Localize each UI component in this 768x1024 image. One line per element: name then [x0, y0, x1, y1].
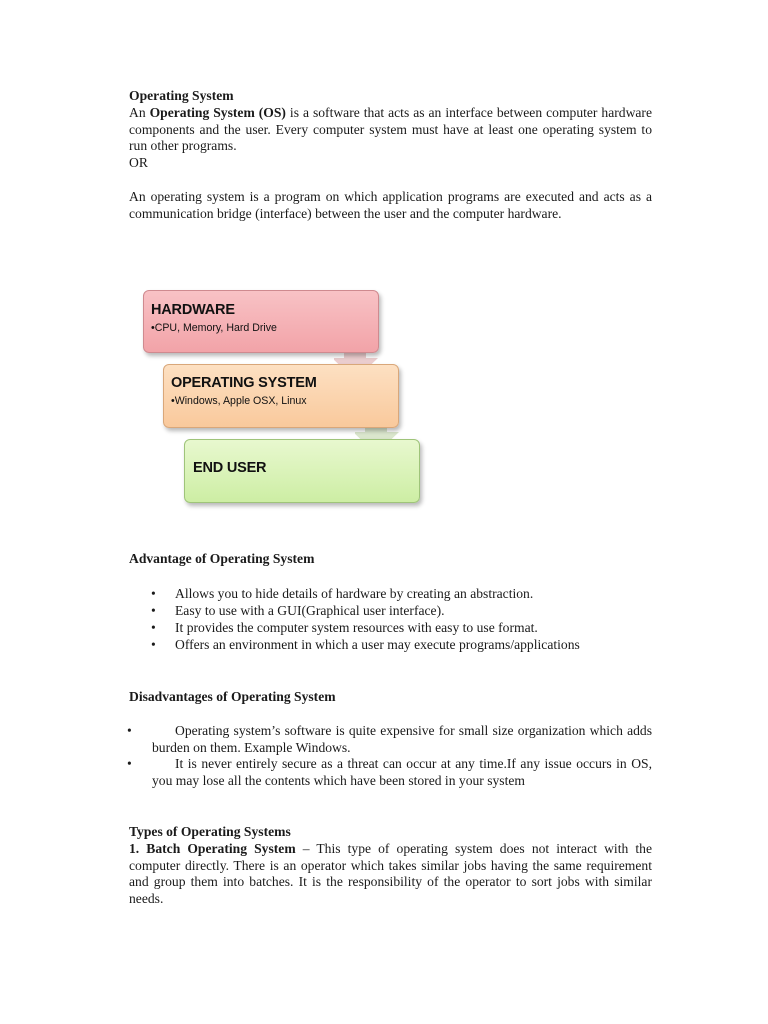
advantages-heading: Advantage of Operating System	[129, 551, 315, 566]
operating-system-title: OPERATING SYSTEM	[171, 375, 317, 391]
end-user-box	[184, 439, 420, 503]
list-item-text: It is never entirely secure as a threat can occur at any time.If any issue occurs in OS, you may lose all the contents which have been stored in your system	[152, 756, 652, 789]
alt-definition-paragraph: An operating system is a program on which application programs are executed and acts as a communication bridge (interface) between the user and the computer hardware.	[129, 188, 652, 221]
list-item: • Easy to use with a GUI(Graphical user interface).	[129, 602, 652, 619]
disadvantages-heading: Disadvantages of Operating System	[129, 689, 336, 704]
definition-paragraph	[129, 105, 652, 155]
definition-text: is a software that acts as an interface between computer hardware components and the user. Every computer system must have at least one operating system to run other programs.	[129, 104, 652, 154]
definition-lead: An	[129, 104, 150, 120]
advantages-section	[129, 551, 652, 653]
hardware-box	[143, 290, 379, 353]
operating-system-bullet: •Windows, Apple OSX, Linux	[171, 395, 307, 407]
batch-os-text: – This type of operating system does not interact with the computer directly. There is an operator which takes similar jobs having the same requirement and group them into batches. It is the responsibility of the operator to sort jobs with similar needs.	[129, 840, 652, 907]
list-item-text: Operating system’s software is quite expensive for small size organization which adds burden on them. Example Windows.	[152, 722, 652, 755]
document-body	[129, 88, 652, 223]
advantages-list	[129, 585, 652, 653]
end-user-title: END USER	[193, 460, 267, 476]
types-heading: Types of Operating Systems	[129, 824, 291, 839]
batch-os-term: 1. Batch Operating System	[129, 840, 296, 856]
page-title: Operating System	[129, 88, 234, 103]
list-item: • Allows you to hide details of hardware by creating an abstraction.	[129, 585, 652, 602]
list-item: • It provides the computer system resources with easy to use format.	[129, 619, 652, 636]
os-layer-diagram	[135, 286, 435, 512]
batch-os-paragraph	[129, 841, 652, 908]
list-item	[129, 756, 652, 790]
hardware-title: HARDWARE	[151, 302, 235, 318]
disadvantages-list	[129, 723, 652, 790]
list-item	[129, 723, 652, 757]
list-item: • Offers an environment in which a user may execute programs/applications	[129, 636, 652, 653]
disadvantages-section	[129, 689, 652, 790]
operating-system-box	[163, 364, 399, 428]
or-separator: OR	[129, 155, 148, 171]
definition-term: Operating System (OS)	[149, 104, 286, 120]
types-section	[129, 824, 652, 908]
hardware-bullet: •CPU, Memory, Hard Drive	[151, 322, 277, 334]
